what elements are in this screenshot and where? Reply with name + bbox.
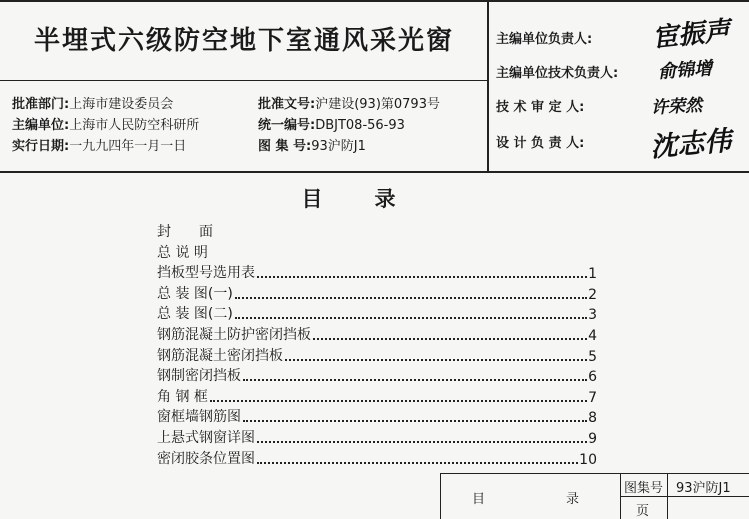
footer-drawing-name-a: 目 [472, 492, 486, 507]
toc-item-page: 5 [588, 348, 597, 365]
approval-dept-label: 批准部门: [12, 97, 70, 112]
effective-label: 实行日期: [12, 139, 70, 154]
toc-heading: 目录 [301, 187, 448, 211]
toc-item-page: 10 [579, 451, 597, 468]
toc-item [157, 284, 597, 303]
toc-leader-dots [257, 461, 578, 464]
toc-item [157, 346, 597, 365]
toc-leader-dots [257, 275, 587, 278]
responsible-label-2: 主编单位技术负责人: [496, 66, 619, 81]
frame-top-line [0, 0, 749, 2]
toc-leader-dots [235, 296, 587, 299]
toc-item-page: 6 [588, 369, 597, 386]
toc-item-page: 9 [588, 431, 597, 447]
atlas-no-value: 93沪防J1 [311, 139, 366, 154]
atlas-number [258, 135, 366, 154]
document-title: 半埋式六级防空地下室通风采光窗 [33, 26, 454, 56]
approval-doc [258, 93, 440, 112]
toc-item-page: 4 [588, 328, 597, 344]
toc-item-text: 角 钢 框 [157, 388, 208, 405]
toc-item-text: 总 说 明 [157, 244, 208, 261]
toc-item-text: 窗框墙钢筋图 [157, 409, 241, 426]
responsible-label-3: 技 术 审 定 人: [496, 100, 585, 115]
approval-dept [12, 93, 173, 112]
toc-item-text: 上悬式钢窗详图 [157, 430, 255, 446]
approval-doc-value: 沪建设(93)第0793号 [315, 97, 440, 112]
toc-item-text: 密闭胶条位置图 [157, 450, 255, 467]
toc-item [157, 243, 597, 262]
footer-atlas-label: 图集号 [624, 481, 664, 496]
unified-number [258, 114, 405, 133]
toc-item [157, 407, 597, 426]
toc-item-page: 7 [588, 389, 597, 406]
unified-no-label: 统一编号: [258, 118, 316, 133]
toc-item-text: 总 装 图(一) [157, 285, 233, 302]
editor-unit [12, 114, 199, 133]
toc-item [157, 387, 597, 406]
toc-item-text: 钢筋混凝土防护密闭挡板 [157, 327, 311, 343]
toc-leader-dots [313, 337, 587, 340]
footer-page-label: 页 [636, 504, 650, 519]
toc-item [157, 222, 597, 241]
unified-no-value: DBJT08-56-93 [315, 118, 405, 133]
responsible-label-4: 设 计 负 责 人: [496, 136, 585, 151]
toc-item [157, 325, 597, 344]
toc-item-page: 8 [588, 410, 597, 427]
toc-leader-dots [257, 440, 587, 443]
toc-item-text: 钢制密闭挡板 [157, 368, 241, 385]
effective-date [12, 135, 186, 154]
toc-leader-dots [285, 358, 587, 361]
footer-atlas-value: 93沪防J1 [676, 481, 731, 496]
toc-leader-dots [243, 378, 587, 381]
toc-leader-dots [210, 399, 587, 402]
effective-value: 一九九四年一月一日 [69, 139, 187, 154]
toc-leader-dots [235, 316, 587, 319]
footer-drawing-name-b: 录 [566, 492, 580, 507]
footer-top-line [440, 473, 749, 474]
toc-item [157, 304, 597, 323]
toc-item-text: 封 面 [157, 224, 213, 240]
toc-item-page: 2 [588, 286, 597, 303]
toc-item-text: 总 装 图(二) [157, 306, 233, 323]
title-block-bottom-line [0, 171, 749, 173]
toc-item-text: 钢筋混凝土密闭挡板 [157, 347, 283, 364]
footer-left-line [440, 473, 441, 519]
toc-leader-dots [243, 419, 587, 422]
approval-doc-label: 批准文号: [258, 97, 316, 112]
editor-label: 主编单位: [12, 118, 70, 133]
toc-item-page: 3 [588, 307, 597, 324]
toc-item-page: 1 [588, 266, 597, 283]
footer-middle-line [620, 496, 749, 497]
editor-value: 上海市人民防空科研所 [69, 118, 200, 133]
atlas-no-label: 图 集 号: [258, 139, 312, 154]
signature-1: 宦振声 [650, 15, 732, 54]
signature-2: 俞锦增 [657, 58, 713, 83]
signature-4: 沈志伟 [649, 125, 733, 164]
responsible-label-1: 主编单位负责人: [496, 32, 593, 47]
signature-3: 许荣然 [650, 95, 703, 119]
approval-dept-value: 上海市建设委员会 [69, 97, 174, 112]
toc-item [157, 449, 597, 468]
toc-item [157, 428, 597, 447]
toc-item [157, 263, 597, 282]
title-underline [0, 80, 488, 81]
toc-item-text: 挡板型号选用表 [157, 265, 255, 282]
toc-item [157, 366, 597, 385]
